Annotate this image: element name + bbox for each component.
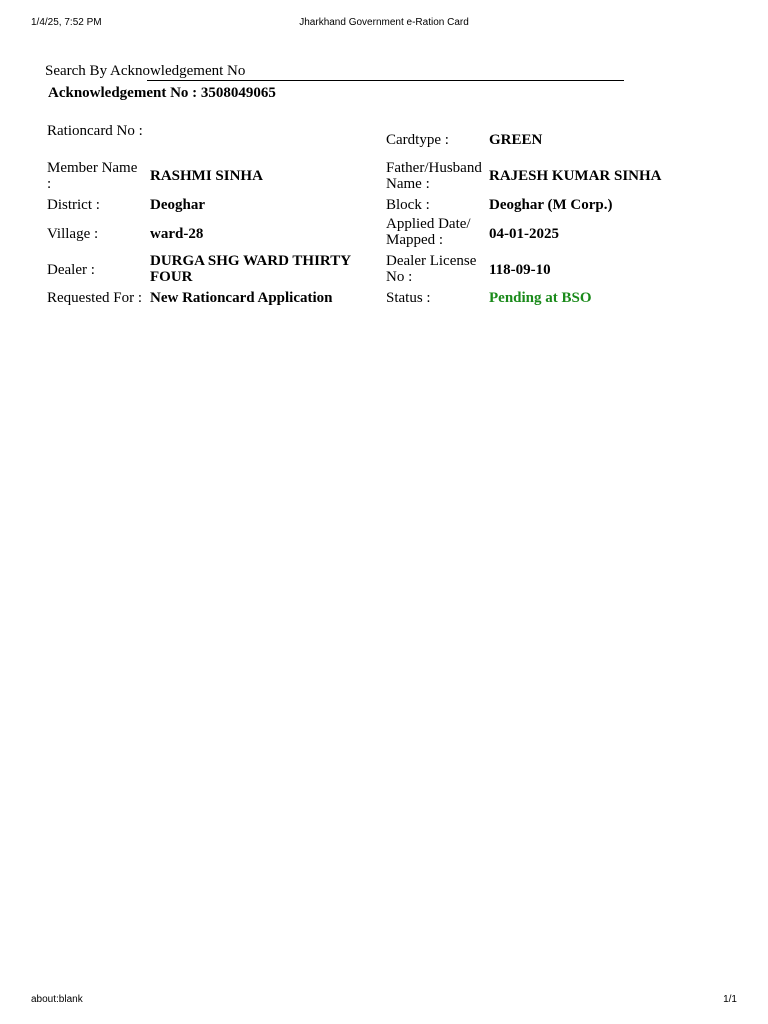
block-value: Deoghar (M Corp.) — [489, 197, 613, 213]
acknowledgement-number — [48, 84, 276, 102]
search-by-ack-title: Search By Acknowledgement No — [45, 63, 246, 79]
cardtype-value: GREEN — [489, 132, 543, 148]
father-husband-label: Father/Husband Name : — [386, 160, 482, 192]
cardtype-label: Cardtype : — [386, 132, 449, 148]
applied-date-value: 04-01-2025 — [489, 226, 559, 242]
block-label: Block : — [386, 197, 430, 213]
status-label: Status : — [386, 290, 431, 306]
print-url: about:blank — [31, 994, 83, 1005]
title-underline — [147, 80, 624, 81]
print-footer — [0, 994, 768, 1008]
print-page-title: Jharkhand Government e-Ration Card — [299, 17, 469, 28]
member-name-label: Member Name : — [47, 160, 138, 192]
requested-for-label: Requested For : — [47, 290, 142, 306]
print-page-number: 1/1 — [723, 994, 737, 1005]
district-label: District : — [47, 197, 100, 213]
village-value: ward-28 — [150, 226, 204, 242]
village-label: Village : — [47, 226, 99, 242]
member-name-value: RASHMI SINHA — [150, 168, 263, 184]
rationcard-no-label: Rationcard No : — [47, 123, 143, 139]
ack-label: Acknowledgement No : — [48, 85, 201, 101]
print-header — [0, 17, 768, 31]
requested-for-value: New Rationcard Application — [150, 290, 333, 306]
dealer-label: Dealer : — [47, 262, 95, 278]
dealer-value: DURGA SHG WARD THIRTY FOUR — [150, 253, 351, 285]
print-datetime: 1/4/25, 7:52 PM — [31, 17, 102, 28]
applied-date-label: Applied Date/ Mapped : — [386, 216, 471, 248]
dealer-license-value: 118-09-10 — [489, 262, 551, 278]
district-value: Deoghar — [150, 197, 205, 213]
dealer-license-label: Dealer License No : — [386, 253, 477, 285]
ack-value: 3508049065 — [200, 85, 276, 101]
father-husband-value: RAJESH KUMAR SINHA — [489, 168, 662, 184]
status-value: Pending at BSO — [489, 290, 592, 306]
